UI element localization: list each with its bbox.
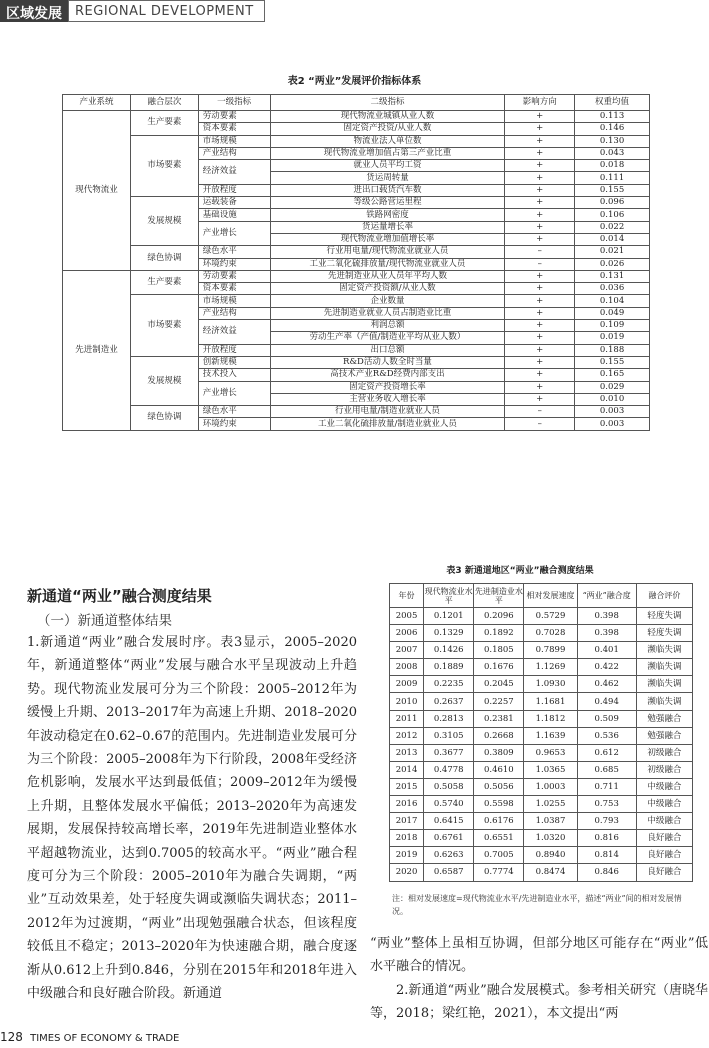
table-row bbox=[390, 642, 693, 659]
body-paragraph: 1.新通道“两业”融合发展时序。表3显示，2005–2020年，新通道整体“两业”发展与融合水平呈现波动上升趋势。现代物流业发展可分为三个阶段：2005–2012年为缓慢上升期、2013–2017年为高速上升期、2018–2020年波动稳定在0.62–0.67的范围内。先进制造业发展可分为三个阶段：2005–2008年为下行阶段，2008年受经济危机影响，发展水平达到最低值；2009–2012年为缓慢上升期，且整体发展水平偏低；2013–2020年为高速发展期，发展保持较高增长率，2019年先进制造业整体水平超越物流业，达到0.7005的较高水平。“两业”融合程度可分为三个阶段：2005–2010年为融合失调期，“两业”互动效果差，处于轻度失调或濒临失调状态；2011–2012年为过渡期，“两业”出现勉强融合状态，但该程度较低且不稳定；2013–2020年为快速融合期，融合度逐渐从0.612上升到0.846，分别在2015年和2018年进入中级融合和良好融合阶段。新通道 bbox=[27, 635, 357, 1002]
table-cell: 0.2668 bbox=[474, 727, 524, 744]
table-cell: 中级融合 bbox=[636, 796, 692, 813]
table-cell: 0.711 bbox=[577, 778, 636, 795]
table-cell: 0.793 bbox=[577, 813, 636, 830]
table-cell: 0.5056 bbox=[474, 778, 524, 795]
table-cell: 良好融合 bbox=[636, 864, 692, 881]
table-cell: 2011 bbox=[390, 710, 424, 727]
direction-cell: + bbox=[505, 320, 575, 332]
section-tag-english: REGIONAL DEVELOPMENT bbox=[68, 0, 265, 22]
first-level-indicator-cell: 劳动要素 bbox=[198, 111, 270, 123]
column-header: 现代物流业水平 bbox=[424, 584, 474, 608]
table-row bbox=[390, 710, 693, 727]
table-cell: 2006 bbox=[390, 625, 424, 642]
table-row bbox=[63, 295, 650, 307]
column-header: 融合评价 bbox=[636, 584, 692, 608]
first-level-indicator-cell: 资本要素 bbox=[198, 123, 270, 135]
weight-cell: 0.109 bbox=[575, 320, 650, 332]
table-cell: 轻度失调 bbox=[636, 608, 692, 625]
second-level-indicator-cell: 货运周转量 bbox=[270, 172, 505, 184]
integration-level-cell: 市场要素 bbox=[130, 135, 198, 196]
table-cell: 0.7005 bbox=[474, 847, 524, 864]
weight-cell: 0.043 bbox=[575, 147, 650, 159]
second-level-indicator-cell: 现代物流业增加值占第三产业比重 bbox=[270, 147, 505, 159]
direction-cell: + bbox=[505, 184, 575, 196]
table-cell: 濒临失调 bbox=[636, 676, 692, 693]
table-cell: 2013 bbox=[390, 744, 424, 761]
second-level-indicator-cell: 工业二氧化硫排放量/现代物流业就业人员 bbox=[270, 258, 505, 270]
first-level-indicator-cell: 产业结构 bbox=[198, 147, 270, 159]
table-row bbox=[63, 135, 650, 147]
industry-system-cell: 先进制造业 bbox=[63, 270, 131, 430]
table-cell: 2008 bbox=[390, 659, 424, 676]
direction-cell: – bbox=[505, 406, 575, 418]
table-cell: 2018 bbox=[390, 830, 424, 847]
column-header: 影响方向 bbox=[505, 95, 575, 111]
second-level-indicator-cell: 企业数量 bbox=[270, 295, 505, 307]
weight-cell: 0.131 bbox=[575, 270, 650, 282]
table-cell: 濒临失调 bbox=[636, 693, 692, 710]
table-row bbox=[63, 356, 650, 368]
table-row bbox=[390, 813, 693, 830]
weight-cell: 0.029 bbox=[575, 381, 650, 393]
table-cell: 0.4778 bbox=[424, 761, 474, 778]
column-header: 融合层次 bbox=[130, 95, 198, 111]
table-cell: 0.401 bbox=[577, 642, 636, 659]
table-cell: 0.2045 bbox=[474, 676, 524, 693]
second-level-indicator-cell: 固定资产投资增长率 bbox=[270, 381, 505, 393]
table-cell: 勉强融合 bbox=[636, 710, 692, 727]
first-level-indicator-cell: 经济效益 bbox=[198, 160, 270, 185]
weight-cell: 0.003 bbox=[575, 418, 650, 430]
table-cell: 0.462 bbox=[577, 676, 636, 693]
weight-cell: 0.036 bbox=[575, 283, 650, 295]
table-cell: 2016 bbox=[390, 796, 424, 813]
table-cell: 2009 bbox=[390, 676, 424, 693]
table-cell: 0.1892 bbox=[474, 625, 524, 642]
first-level-indicator-cell: 绿色水平 bbox=[198, 406, 270, 418]
table-row bbox=[390, 659, 693, 676]
first-level-indicator-cell: 开放程度 bbox=[198, 344, 270, 356]
direction-cell: + bbox=[505, 233, 575, 245]
table-cell: 0.6551 bbox=[474, 830, 524, 847]
table-cell: 0.1201 bbox=[424, 608, 474, 625]
direction-cell: + bbox=[505, 344, 575, 356]
first-level-indicator-cell: 经济效益 bbox=[198, 320, 270, 345]
table-cell: 2015 bbox=[390, 778, 424, 795]
direction-cell: + bbox=[505, 369, 575, 381]
first-level-indicator-cell: 开放程度 bbox=[198, 184, 270, 196]
weight-cell: 0.021 bbox=[575, 246, 650, 258]
direction-cell: – bbox=[505, 246, 575, 258]
weight-cell: 0.111 bbox=[575, 172, 650, 184]
table-row bbox=[390, 830, 693, 847]
table-cell: 1.0365 bbox=[524, 761, 577, 778]
table-cell: 0.1676 bbox=[474, 659, 524, 676]
column-header: 二级指标 bbox=[270, 95, 505, 111]
second-level-indicator-cell: 进出口载货汽车数 bbox=[270, 184, 505, 196]
first-level-indicator-cell: 基础设施 bbox=[198, 209, 270, 221]
weight-cell: 0.003 bbox=[575, 406, 650, 418]
table-cell: 0.6415 bbox=[424, 813, 474, 830]
table-row bbox=[63, 111, 650, 123]
integration-level-cell: 生产要素 bbox=[130, 270, 198, 295]
first-level-indicator-cell: 市场规模 bbox=[198, 295, 270, 307]
table-row bbox=[390, 864, 693, 881]
table-row bbox=[390, 727, 693, 744]
weight-cell: 0.113 bbox=[575, 111, 650, 123]
journal-name: TIMES OF ECONOMY & TRADE bbox=[30, 1033, 180, 1044]
table-cell: 2014 bbox=[390, 761, 424, 778]
weight-cell: 0.018 bbox=[575, 160, 650, 172]
direction-cell: + bbox=[505, 160, 575, 172]
table-cell: 0.4610 bbox=[474, 761, 524, 778]
table-cell: 良好融合 bbox=[636, 830, 692, 847]
weight-cell: 0.049 bbox=[575, 307, 650, 319]
column-header: 一级指标 bbox=[198, 95, 270, 111]
table-cell: 0.2235 bbox=[424, 676, 474, 693]
table-row bbox=[390, 625, 693, 642]
second-level-indicator-cell: 劳动生产率（产值/制造业平均从业人数） bbox=[270, 332, 505, 344]
first-level-indicator-cell: 环境约束 bbox=[198, 418, 270, 430]
table-cell: 0.536 bbox=[577, 727, 636, 744]
second-level-indicator-cell: 高技术产业R&D经费内部支出 bbox=[270, 369, 505, 381]
integration-level-cell: 市场要素 bbox=[130, 295, 198, 356]
table-cell: 0.8474 bbox=[524, 864, 577, 881]
table-cell: 0.422 bbox=[577, 659, 636, 676]
paragraph: 2.新通道“两业”融合发展模式。参考相关研究（唐晓华等，2018；梁红艳，2021），本文提出“两 bbox=[370, 982, 708, 1022]
table-cell: 2017 bbox=[390, 813, 424, 830]
second-level-indicator-cell: 现代物流业增加值增长率 bbox=[270, 233, 505, 245]
direction-cell: + bbox=[505, 209, 575, 221]
table-cell: 1.1269 bbox=[524, 659, 577, 676]
second-level-indicator-cell: 利润总额 bbox=[270, 320, 505, 332]
weight-cell: 0.019 bbox=[575, 332, 650, 344]
table-cell: 中级融合 bbox=[636, 778, 692, 795]
table-row bbox=[390, 847, 693, 864]
integration-level-cell: 生产要素 bbox=[130, 111, 198, 136]
table-cell: 0.398 bbox=[577, 625, 636, 642]
subsection-title: （一）新通道整体结果 bbox=[37, 613, 172, 629]
first-level-indicator-cell: 绿色水平 bbox=[198, 246, 270, 258]
table-note: 注：相对发展速度=现代物流业水平/先进制造业水平，描述“两业”间的相对发展情况。 bbox=[392, 894, 682, 916]
first-level-indicator-cell: 市场规模 bbox=[198, 135, 270, 147]
second-level-indicator-cell: 就业人员平均工资 bbox=[270, 160, 505, 172]
table-cell: 0.5598 bbox=[474, 796, 524, 813]
weight-cell: 0.165 bbox=[575, 369, 650, 381]
table-row bbox=[390, 693, 693, 710]
table-cell: 1.0003 bbox=[524, 778, 577, 795]
weight-cell: 0.014 bbox=[575, 233, 650, 245]
direction-cell: + bbox=[505, 307, 575, 319]
table-header-row bbox=[390, 584, 693, 608]
table-cell: 濒临失调 bbox=[636, 659, 692, 676]
direction-cell: + bbox=[505, 270, 575, 282]
table-cell: 0.6761 bbox=[424, 830, 474, 847]
table2-caption: 表2 “两业”发展评价指标体系 bbox=[287, 76, 422, 87]
table-cell: 0.2096 bbox=[474, 608, 524, 625]
direction-cell: + bbox=[505, 135, 575, 147]
weight-cell: 0.130 bbox=[575, 135, 650, 147]
second-level-indicator-cell: 工业二氧化硫排放量/制造业就业人员 bbox=[270, 418, 505, 430]
table-cell: 1.0255 bbox=[524, 796, 577, 813]
first-level-indicator-cell: 环境约束 bbox=[198, 258, 270, 270]
second-level-indicator-cell: 固定资产投资/从业人数 bbox=[270, 123, 505, 135]
column-header: 产业系统 bbox=[63, 95, 131, 111]
section-title: 新通道“两业”融合测度结果 bbox=[27, 587, 212, 605]
table-cell: 0.6587 bbox=[424, 864, 474, 881]
industry-system-cell: 现代物流业 bbox=[63, 111, 131, 271]
table-cell: 0.753 bbox=[577, 796, 636, 813]
table-cell: 0.7899 bbox=[524, 642, 577, 659]
table-cell: 中级融合 bbox=[636, 813, 692, 830]
column-header: “两业”融合度 bbox=[577, 584, 636, 608]
table-cell: 1.1681 bbox=[524, 693, 577, 710]
table-cell: 0.7028 bbox=[524, 625, 577, 642]
table-cell: 0.509 bbox=[577, 710, 636, 727]
direction-cell: + bbox=[505, 111, 575, 123]
table-cell: 2019 bbox=[390, 847, 424, 864]
table-cell: 1.1639 bbox=[524, 727, 577, 744]
table-cell: 0.6263 bbox=[424, 847, 474, 864]
table-cell: 0.3105 bbox=[424, 727, 474, 744]
weight-cell: 0.106 bbox=[575, 209, 650, 221]
paragraph: “两业”整体上虽相互协调，但部分地区可能存在“两业”低水平融合的情况。 bbox=[370, 936, 708, 975]
table-cell: 0.6176 bbox=[474, 813, 524, 830]
direction-cell: + bbox=[505, 123, 575, 135]
indicator-table bbox=[62, 94, 650, 431]
weight-cell: 0.146 bbox=[575, 123, 650, 135]
second-level-indicator-cell: 主营业务收入增长率 bbox=[270, 393, 505, 405]
direction-cell: + bbox=[505, 172, 575, 184]
table-cell: 0.846 bbox=[577, 864, 636, 881]
direction-cell: + bbox=[505, 332, 575, 344]
column-header: 权重均值 bbox=[575, 95, 650, 111]
table-cell: 勉强融合 bbox=[636, 727, 692, 744]
table-cell: 0.814 bbox=[577, 847, 636, 864]
first-level-indicator-cell: 运载装备 bbox=[198, 197, 270, 209]
table-cell: 0.2637 bbox=[424, 693, 474, 710]
table-cell: 0.1805 bbox=[474, 642, 524, 659]
weight-cell: 0.104 bbox=[575, 295, 650, 307]
body-paragraph-right bbox=[370, 932, 708, 1026]
table-row bbox=[390, 796, 693, 813]
measurement-table bbox=[389, 583, 693, 882]
column-header: 年份 bbox=[390, 584, 424, 608]
second-level-indicator-cell: 先进制造业就业人员占制造业比重 bbox=[270, 307, 505, 319]
table-cell: 1.0320 bbox=[524, 830, 577, 847]
weight-cell: 0.022 bbox=[575, 221, 650, 233]
direction-cell: – bbox=[505, 258, 575, 270]
table-cell: 0.1889 bbox=[424, 659, 474, 676]
weight-cell: 0.010 bbox=[575, 393, 650, 405]
table-cell: 良好融合 bbox=[636, 847, 692, 864]
first-level-indicator-cell: 产业增长 bbox=[198, 221, 270, 246]
table-cell: 2007 bbox=[390, 642, 424, 659]
table-cell: 0.816 bbox=[577, 830, 636, 847]
direction-cell: + bbox=[505, 197, 575, 209]
first-level-indicator-cell: 技术投入 bbox=[198, 369, 270, 381]
table-cell: 0.1426 bbox=[424, 642, 474, 659]
first-level-indicator-cell: 产业增长 bbox=[198, 381, 270, 406]
table-cell: 2005 bbox=[390, 608, 424, 625]
first-level-indicator-cell: 资本要素 bbox=[198, 283, 270, 295]
second-level-indicator-cell: 等级公路营运里程 bbox=[270, 197, 505, 209]
second-level-indicator-cell: 出口总额 bbox=[270, 344, 505, 356]
table-row bbox=[390, 778, 693, 795]
table-cell: 轻度失调 bbox=[636, 625, 692, 642]
table-row bbox=[63, 197, 650, 209]
direction-cell: + bbox=[505, 295, 575, 307]
direction-cell: + bbox=[505, 356, 575, 368]
table-cell: 濒临失调 bbox=[636, 642, 692, 659]
table-row bbox=[63, 406, 650, 418]
second-level-indicator-cell: 行业用电量/现代物流业就业人员 bbox=[270, 246, 505, 258]
first-level-indicator-cell: 劳动要素 bbox=[198, 270, 270, 282]
second-level-indicator-cell: 铁路网密度 bbox=[270, 209, 505, 221]
table-cell: 0.8940 bbox=[524, 847, 577, 864]
table-cell: 1.0387 bbox=[524, 813, 577, 830]
second-level-indicator-cell: 固定资产投资额/从业人数 bbox=[270, 283, 505, 295]
column-header: 相对发展速度 bbox=[524, 584, 577, 608]
integration-level-cell: 发展规模 bbox=[130, 197, 198, 246]
table-cell: 0.685 bbox=[577, 761, 636, 778]
weight-cell: 0.096 bbox=[575, 197, 650, 209]
second-level-indicator-cell: R&D活动人数全时当量 bbox=[270, 356, 505, 368]
table-cell: 0.5729 bbox=[524, 608, 577, 625]
weight-cell: 0.188 bbox=[575, 344, 650, 356]
table-cell: 0.2257 bbox=[474, 693, 524, 710]
table-cell: 2012 bbox=[390, 727, 424, 744]
table-cell: 2020 bbox=[390, 864, 424, 881]
second-level-indicator-cell: 先进制造业从业人员年平均人数 bbox=[270, 270, 505, 282]
page-number: 128 bbox=[0, 1030, 23, 1044]
table-cell: 2010 bbox=[390, 693, 424, 710]
first-level-indicator-cell: 产业结构 bbox=[198, 307, 270, 319]
table-row bbox=[63, 270, 650, 282]
table-cell: 0.5058 bbox=[424, 778, 474, 795]
weight-cell: 0.026 bbox=[575, 258, 650, 270]
table-cell: 0.7774 bbox=[474, 864, 524, 881]
table-cell: 0.398 bbox=[577, 608, 636, 625]
table-cell: 0.3809 bbox=[474, 744, 524, 761]
table-cell: 0.3677 bbox=[424, 744, 474, 761]
table-row bbox=[390, 744, 693, 761]
page-footer bbox=[0, 1030, 179, 1044]
table-cell: 0.9653 bbox=[524, 744, 577, 761]
second-level-indicator-cell: 现代物流业城镇从业人数 bbox=[270, 111, 505, 123]
table-cell: 1.0930 bbox=[524, 676, 577, 693]
table-row bbox=[390, 676, 693, 693]
table-cell: 0.494 bbox=[577, 693, 636, 710]
first-level-indicator-cell: 创新规模 bbox=[198, 356, 270, 368]
direction-cell: – bbox=[505, 418, 575, 430]
direction-cell: + bbox=[505, 221, 575, 233]
weight-cell: 0.155 bbox=[575, 356, 650, 368]
weight-cell: 0.155 bbox=[575, 184, 650, 196]
direction-cell: + bbox=[505, 147, 575, 159]
table-cell: 0.2813 bbox=[424, 710, 474, 727]
table-row bbox=[63, 246, 650, 258]
table-row bbox=[390, 608, 693, 625]
column-header: 先进制造业水平 bbox=[474, 584, 524, 608]
direction-cell: + bbox=[505, 283, 575, 295]
integration-level-cell: 绿色协调 bbox=[130, 246, 198, 271]
table-cell: 初级融合 bbox=[636, 744, 692, 761]
direction-cell: + bbox=[505, 381, 575, 393]
table-cell: 0.1329 bbox=[424, 625, 474, 642]
section-tag: 区域发展 bbox=[0, 0, 68, 22]
second-level-indicator-cell: 物流业法人单位数 bbox=[270, 135, 505, 147]
table-cell: 0.2381 bbox=[474, 710, 524, 727]
direction-cell: + bbox=[505, 393, 575, 405]
second-level-indicator-cell: 行业用电量/制造业就业人员 bbox=[270, 406, 505, 418]
table-cell: 1.1812 bbox=[524, 710, 577, 727]
table-cell: 初级融合 bbox=[636, 761, 692, 778]
table-cell: 0.5740 bbox=[424, 796, 474, 813]
integration-level-cell: 绿色协调 bbox=[130, 406, 198, 431]
table-header-row bbox=[63, 95, 650, 111]
table-row bbox=[390, 761, 693, 778]
integration-level-cell: 发展规模 bbox=[130, 356, 198, 405]
table3-caption: 表3 新通道地区“两业”融合测度结果 bbox=[446, 566, 594, 576]
table-cell: 0.612 bbox=[577, 744, 636, 761]
section-header bbox=[0, 0, 265, 22]
second-level-indicator-cell: 货运量增长率 bbox=[270, 221, 505, 233]
